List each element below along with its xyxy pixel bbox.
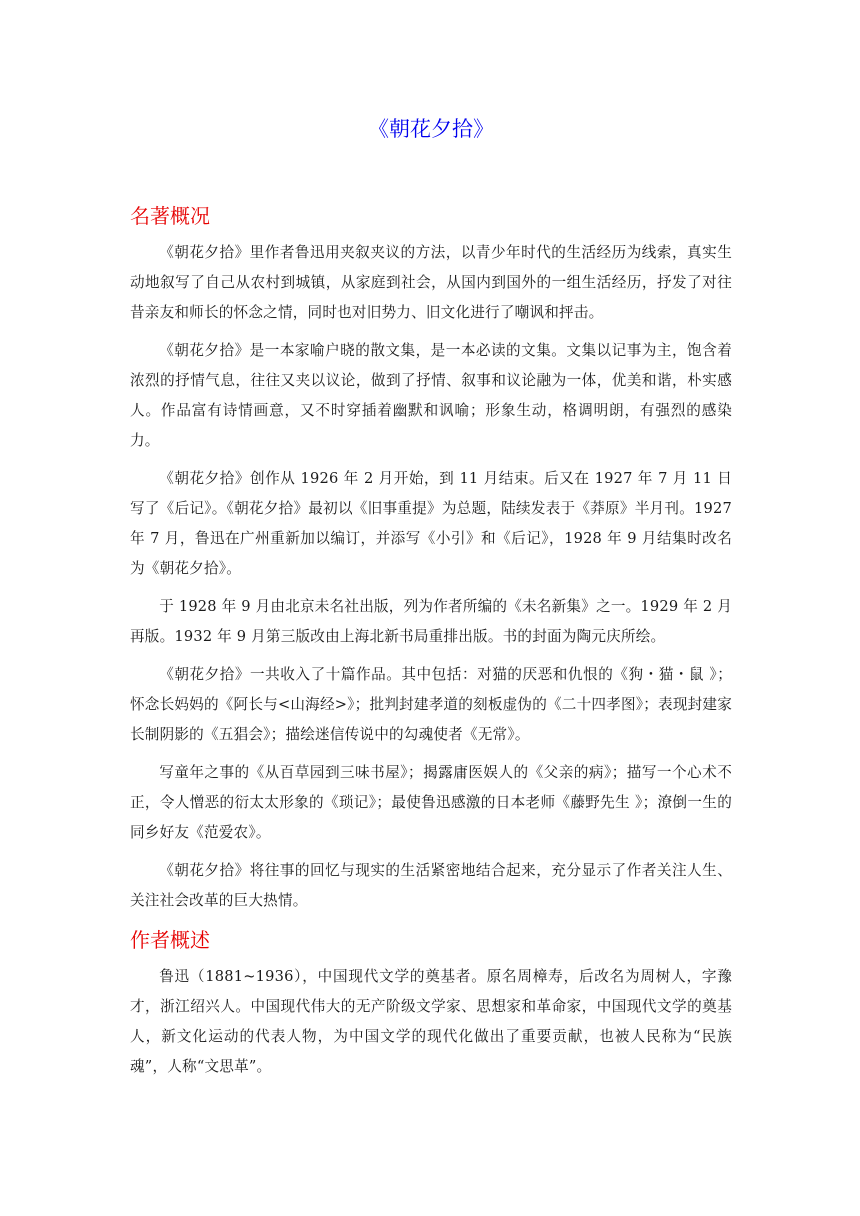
paragraph: 鲁迅（1881~1936），中国现代文学的奠基者。原名周樟寿，后改名为周树人，字豫才，浙江绍兴人。中国现代伟大的无产阶级文学家、思想家和革命家，中国现代文学的奠基人，新文化运动的代表人物，为中国文学的现代化做出了重要贡献，也被人民称为“民族魂”，人称“文思革”。 <box>130 968 732 1075</box>
document-title: 《朝花夕拾》 <box>368 117 494 141</box>
paragraph: 《朝花夕拾》是一本家喻户晓的散文集，是一本必读的文集。文集以记事为主，饱含着浓烈的抒情气息，往往又夹以议论，做到了抒情、叙事和议论融为一体，优美和谐，朴实感人。作品富有诗情画意，又不时穿插着幽默和讽喻；形象生动，格调明朗，有强烈的感染力。 <box>130 342 732 449</box>
section-heading-overview: 名著概况 <box>130 204 210 228</box>
section-body-overview <box>130 238 732 924</box>
section-heading-author: 作者概述 <box>130 928 210 952</box>
paragraph: 《朝花夕拾》里作者鲁迅用夹叙夹议的方法，以青少年时代的生活经历为线索，真实生动地叙写了自己从农村到城镇，从家庭到社会，从国内到国外的一组生活经历，抒发了对往昔亲友和师长的怀念之情，同时也对旧势力、旧文化进行了嘲讽和抨击。 <box>130 244 732 321</box>
paragraph: 《朝花夕拾》一共收入了十篇作品。其中包括：对猫的厌恶和仇恨的《狗・猫・鼠 》；怀念长妈妈的《阿长与<山海经>》；批判封建孝道的刻板虚伪的《二十四孝图》；表现封建家长制阴影的《五猖会》；描绘迷信传说中的勾魂使者《无常》。 <box>130 666 733 743</box>
paragraph: 《朝花夕拾》将往事的回忆与现实的生活紧密地结合起来，充分显示了作者关注人生、关注社会改革的巨大热情。 <box>130 862 732 909</box>
section-body-author <box>130 962 732 1090</box>
paragraph: 于 1928 年 9 月由北京未名社出版，列为作者所编的《未名新集》之一。1929 年 2 月再版。1932 年 9 月第三版改由上海北新书局重排出版。书的封面为陶元庆所绘。 <box>130 598 732 645</box>
paragraph: 《朝花夕拾》创作从 1926 年 2 月开始，到 11 月结束。后又在 1927 年 7 月 11 日写了《后记》。《朝花夕拾》最初以《旧事重提》为总题，陆续发表于《莽原》半月刊。1927 年 7 月，鲁迅在广州重新加以编订，并添写《小引》和《后记》，1928 年 9 月结集时改名为《朝花夕拾》。 <box>130 470 732 577</box>
paragraph: 写童年之事的《从百草园到三味书屋》；揭露庸医娱人的《父亲的病》；描写一个心术不正，令人憎恶的衍太太形象的《琐记》；最使鲁迅感激的日本老师《藤野先生 》；潦倒一生的同乡好友《范爱农》。 <box>130 764 732 841</box>
